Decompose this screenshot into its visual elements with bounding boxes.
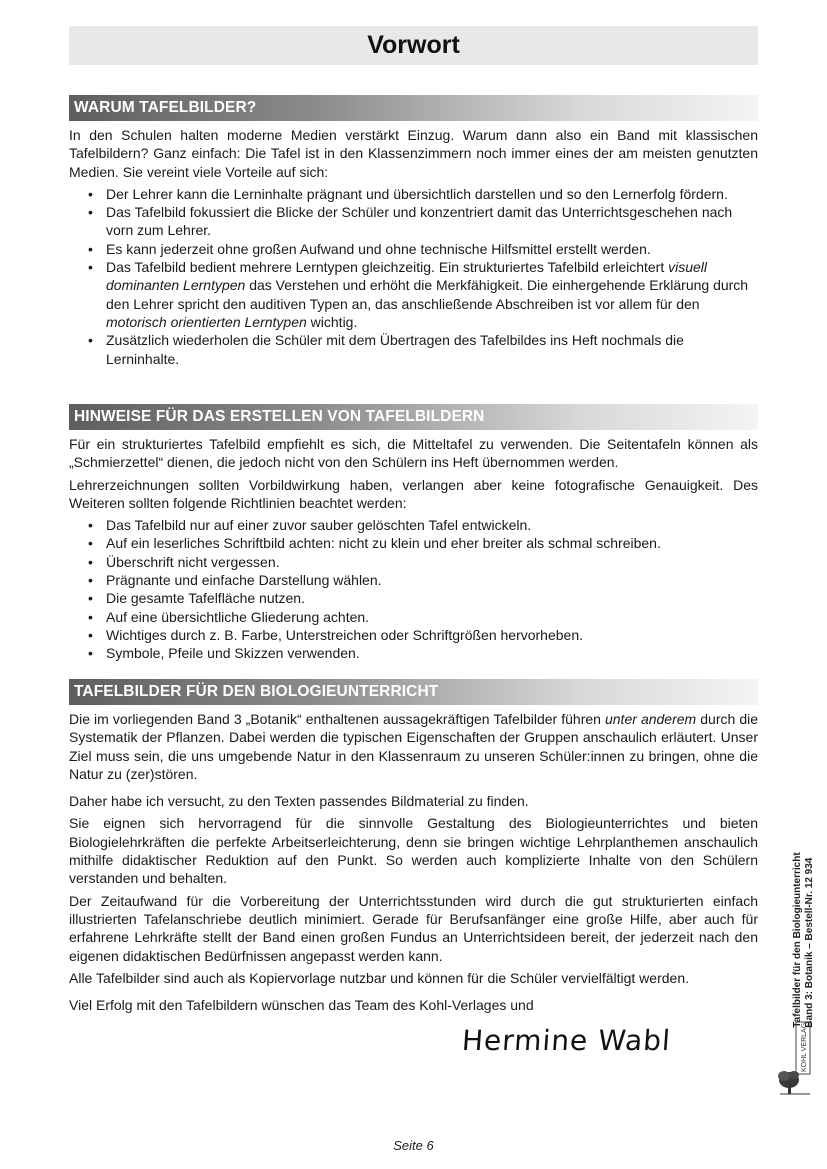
paragraph <box>69 710 758 783</box>
section-heading-hinweise: HINWEISE FÜR DAS ERSTELLEN VON TAFELBILDERN <box>69 404 758 430</box>
list-item: • Auf eine übersichtliche Gliederung achten. <box>69 608 758 626</box>
guidelines-list <box>69 516 758 662</box>
emphasis-unter-anderem: unter anderem <box>604 711 697 727</box>
paragraph: Alle Tafelbilder sind auch als Kopiervorlage nutzbar und können für die Schüler vervielfältigt werden. <box>69 969 689 986</box>
list-item: • Es kann jederzeit ohne großen Aufwand und ohne technische Hilfsmittel erstellt werden. <box>69 240 758 258</box>
section-body-biologie <box>69 710 758 1014</box>
paragraph: Daher habe ich versucht, zu den Texten passendes Bildmaterial zu finden. <box>69 793 529 810</box>
paragraph: Der Zeitaufwand für die Vorbereitung der Unterrichtsstunden wird durch die gut strukturierten einfach illustrierten Tafelanschriebe deutlich minimiert. Gerade für Berufsanfänger eine große Hilfe, aber auch für erfahrene Lehrkräfte stellt der Band einen großen Fundus an Unterrichtsideen bereit, der jederzeit nach den eigenen didaktischen Bedürfnissen angepasst werden kann. <box>69 892 758 964</box>
logo-text: KOHL VERLAG <box>801 1022 808 1072</box>
signature: Hermine Wabl <box>460 1024 672 1057</box>
list-item: • Zusätzlich wiederholen die Schüler mit dem Übertragen des Tafelbildes ins Heft nochmals die Lerninhalte. <box>69 331 758 368</box>
emphasis-visual: visuell dominanten Lerntypen <box>106 259 708 294</box>
paragraph: Sie eignen sich hervorragend für die sinnvolle Gestaltung des Biologieunterrichtes und bieten Biologielehrkräften die perfekte Arbeitserleichterung, denn sie bringen wichtige Lehrplanthemen anschaulich mithilfe didaktischer Reduktion auf den Punkt. So werden auch komplizierte Inhalte von den Schülern verstanden und behalten. <box>69 815 758 887</box>
side-label-line1: Tafelbilder für den Biologieunterricht <box>792 852 803 1028</box>
list-item <box>69 258 758 331</box>
emphasis-motorisch: motorisch orientierten Lerntypen <box>106 313 307 330</box>
page-title: Vorwort <box>367 31 460 59</box>
section-heading-biologie: TAFELBILDER FÜR DEN BIOLOGIEUNTERRICHT <box>69 679 758 705</box>
section-heading-warum: WARUM TAFELBILDER? <box>69 95 758 121</box>
paragraph: Viel Erfolg mit den Tafelbildern wünschen das Team des Kohl-Verlages und <box>69 997 534 1014</box>
list-item-text: wichtig. <box>306 313 358 330</box>
side-label-line2: Band 3: Botanik – Bestell-Nr. 12 934 <box>804 857 815 1028</box>
paragraph-text: Die im vorliegenden Band 3 „Botanik“ enthaltenen aussagekräftigen Tafelbilder führen <box>69 711 605 727</box>
side-label-text <box>792 852 816 1027</box>
title-bar <box>69 26 758 65</box>
list-item: • Der Lehrer kann die Lerninhalte prägnant und übersichtlich darstellen und so den Lernerfolg fördern. <box>69 185 758 203</box>
list-item-text: das Verstehen und erhöht die Merkfähigkeit. Die einhergehende Erklärung durch den Lehrer spricht den auditiven Typen an, das anschließende Abschreiben ist vor allem für den <box>106 277 749 312</box>
list-item: • Überschrift nicht vergessen. <box>69 553 758 571</box>
paragraph: Lehrerzeichnungen sollten Vorbildwirkung haben, verlangen aber keine fotografische Genauigkeit. Des Weiteren sollten folgende Richtlinien beachtet werden: <box>69 476 758 511</box>
publisher-logo <box>776 1018 816 1098</box>
section-body-hinweise <box>69 435 758 663</box>
list-item: • Die gesamte Tafelfläche nutzen. <box>69 589 758 607</box>
page-number: Seite 6 <box>393 1138 434 1153</box>
intro-paragraph: In den Schulen halten moderne Medien verstärkt Einzug. Warum dann also ein Band mit klassischen Tafelbildern? Ganz einfach: Die Tafel ist in den Klassenzimmern noch immer eines der am meisten genutzten Medien. Sie vereint viele Vorteile auf sich: <box>69 127 758 180</box>
list-item: • Auf ein leserliches Schriftbild achten: nicht zu klein und eher breiter als schmal schreiben. <box>69 534 758 552</box>
section-body-warum <box>69 126 758 368</box>
tree-logo-icon <box>776 1018 816 1098</box>
list-item: • Das Tafelbild fokussiert die Blicke der Schüler und konzentriert damit das Unterrichtsgeschehen nach vorn zum Lehrer. <box>69 203 758 240</box>
list-item: • Prägnante und einfache Darstellung wählen. <box>69 571 758 589</box>
paragraph: Für ein strukturiertes Tafelbild empfiehlt es sich, die Mitteltafel zu verwenden. Die Seitentafeln können als „Schmierzettel“ dienen, die jedoch nicht von den Schülern ins Heft übernommen werden. <box>69 436 758 471</box>
paragraph-text: durch die Systematik der Pflanzen. Dabei werden die typischen Eigenschaften der Gruppen anschaulich erläutert. Unser Ziel muss sein, die uns umgebende Natur in den Klassenraum zu unseren Schüler:innen zu bringen, ohne die Natur zu (zer)stören. <box>69 711 758 782</box>
advantages-list <box>69 185 758 368</box>
list-item: • Das Tafelbild nur auf einer zuvor sauber gelöschten Tafel entwickeln. <box>69 516 758 534</box>
list-item: • Symbole, Pfeile und Skizzen verwenden. <box>69 644 758 662</box>
list-item: • Wichtiges durch z. B. Farbe, Unterstreichen oder Schriftgrößen hervorheben. <box>69 626 758 644</box>
list-item-text: Das Tafelbild bedient mehrere Lerntypen gleichzeitig. Ein strukturiertes Tafelbild erleichtert <box>106 259 669 276</box>
